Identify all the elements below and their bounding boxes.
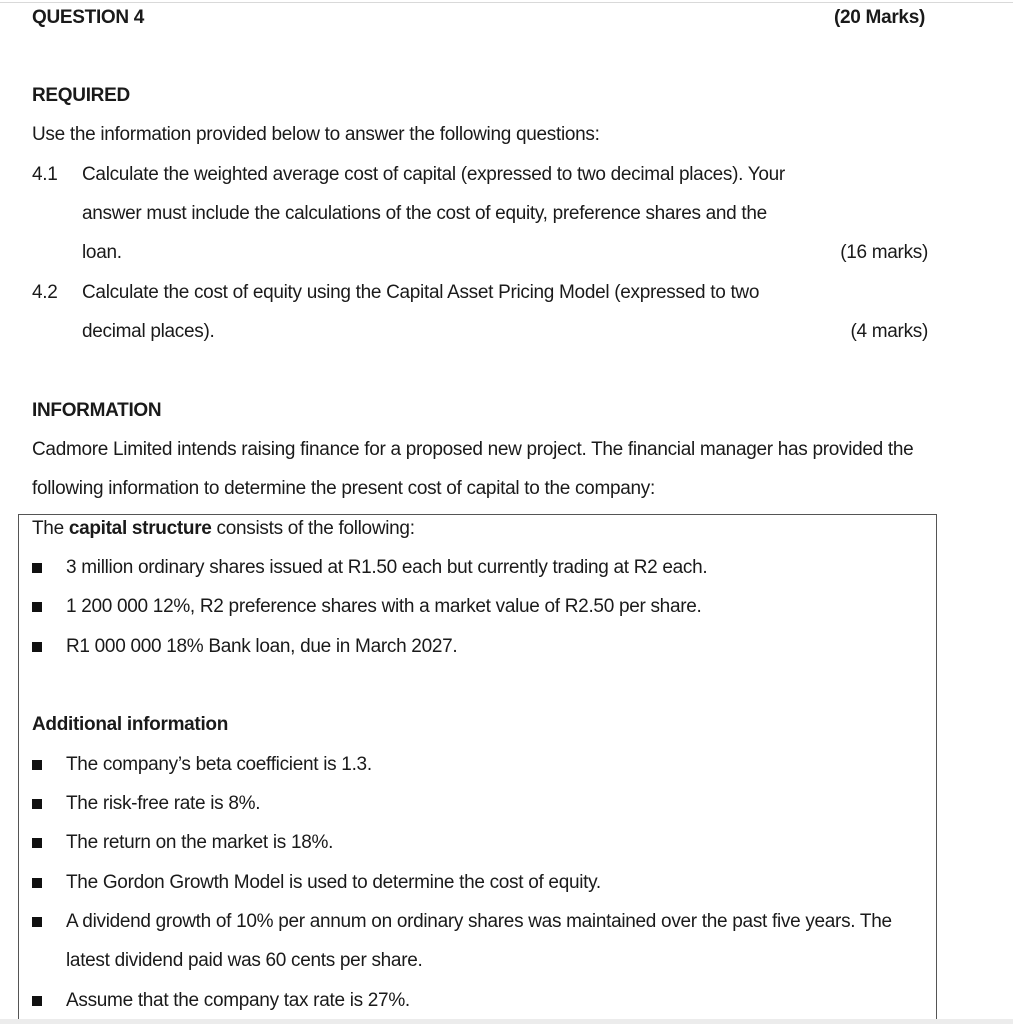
additional-item: The company’s beta coefficient is 1.3.	[66, 754, 372, 775]
capital-item: R1 000 000 18% Bank loan, due in March 2027.	[66, 636, 458, 657]
bullet-icon	[32, 996, 42, 1006]
q1-marks: (16 marks)	[840, 242, 928, 263]
q1-text-line1: Calculate the weighted average cost of capital (expressed to two decimal places). Your	[82, 164, 785, 185]
capital-item: 1 200 000 12%, R2 preference shares with a market value of R2.50 per share.	[66, 596, 702, 617]
required-intro: Use the information provided below to answer the following questions:	[32, 124, 600, 145]
bullet-icon	[32, 799, 42, 809]
bullet-icon	[32, 878, 42, 888]
q1-text-line2: answer must include the calculations of the cost of equity, preference shares and the	[82, 203, 767, 224]
additional-item: Assume that the company tax rate is 27%.	[66, 990, 410, 1011]
required-heading: REQUIRED	[32, 85, 130, 106]
bullet-icon	[32, 602, 42, 612]
q2-text-line1: Calculate the cost of equity using the Capital Asset Pricing Model (expressed to two	[82, 282, 760, 303]
question-title: QUESTION 4	[32, 7, 145, 28]
information-heading: INFORMATION	[32, 400, 162, 421]
q2-number: 4.2	[32, 282, 58, 303]
additional-item: The risk-free rate is 8%.	[66, 793, 261, 814]
q2-text-line2: decimal places).	[82, 321, 215, 342]
information-line1: Cadmore Limited intends raising finance for a proposed new project. The financial manager has provided the	[32, 439, 914, 460]
bullet-icon	[32, 917, 42, 927]
capital-item: 3 million ordinary shares issued at R1.50 each but currently trading at R2 each.	[66, 557, 708, 578]
additional-heading: Additional information	[32, 714, 229, 735]
bullet-icon	[32, 760, 42, 770]
capital-structure-intro: The capital structure consists of the following:	[32, 518, 415, 539]
additional-item: A dividend growth of 10% per annum on ordinary shares was maintained over the past five years. The	[66, 911, 892, 932]
q1-text-line3: loan.	[82, 242, 122, 263]
additional-item-continued: latest dividend paid was 60 cents per share.	[66, 950, 423, 971]
q1-number: 4.1	[32, 164, 58, 185]
q2-marks: (4 marks)	[850, 321, 928, 342]
bullet-icon	[32, 642, 42, 652]
question-marks: (20 Marks)	[834, 7, 925, 28]
information-line2: following information to determine the present cost of capital to the company:	[32, 478, 655, 499]
bottom-divider	[0, 1019, 1013, 1024]
bullet-icon	[32, 838, 42, 848]
bullet-icon	[32, 563, 42, 573]
top-divider	[0, 2, 1013, 3]
additional-item: The Gordon Growth Model is used to determine the cost of equity.	[66, 872, 601, 893]
additional-item: The return on the market is 18%.	[66, 832, 334, 853]
